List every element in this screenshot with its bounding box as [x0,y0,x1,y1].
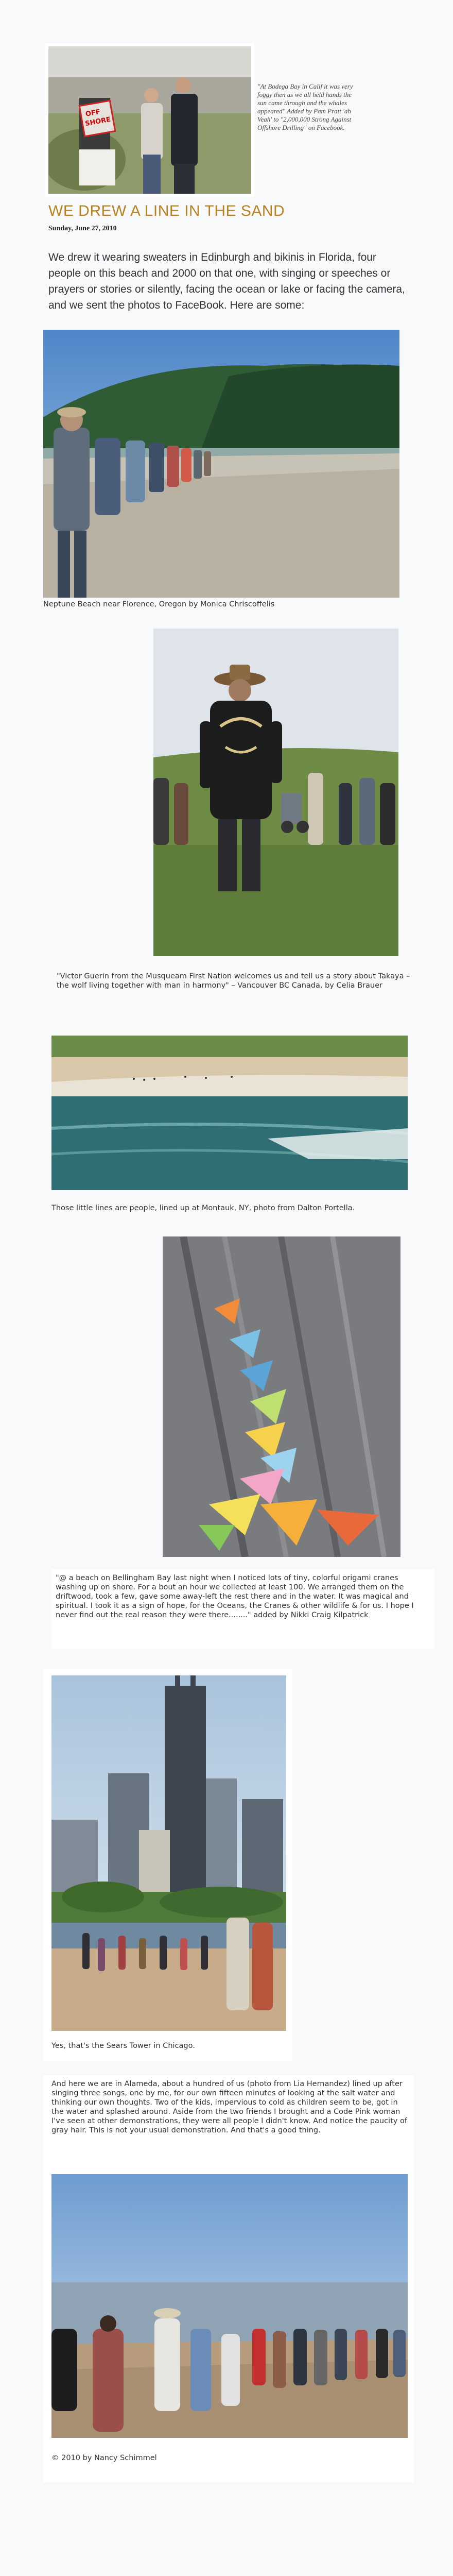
photo-alameda [51,2174,408,2438]
photo-caption: "@ a beach on Bellingham Bay last night when I noticed lots of tiny, colorful origami cranes washing up on shore. For a bout an hour we collected at least 100. We arranged them on the driftwood, took a few, gave some away-left the rest there and in the water. It was magical and spiritual. I took it as a sign of hope, for the Oceans, the Cranes & other wildlife & for us. I hope I never find out the real reason they were there........" added by Nikki Craig Kilpatrick [56,1574,414,1619]
photo-origami-cranes [163,1236,400,1557]
photo-vancouver [153,629,398,956]
photo-caption: Those little lines are people, lined up at Montauk, NY, photo from Dalton Portella. [51,1204,355,1212]
post-date: Sunday, June 27, 2010 [48,225,117,232]
photo-caption: Neptune Beach near Florence, Oregon by Monica Chriscoffelis [43,600,275,608]
header-caption: "At Bodega Bay in Calif it was very foggy then as we all held hands the sun came through and the whales appeared" Added by Pam Pratt 'ah Veah' to "2,000,000 Strong Against Offshore Drilling" on Facebook. [257,82,353,131]
post-intro: We drew it wearing sweaters in Edinburgh and bikinis in Florida, four people on this beach and 2000 on that one, with singing or speeches or prayers or stories or silently, facing the ocean or lake or facing the camera, and we sent the photos to FaceBook. Here are some: [48,251,405,311]
photo-caption: Yes, that's the Sears Tower in Chicago. [51,2042,195,2050]
photo-chicago [51,1675,286,2031]
photo-neptune-beach [43,330,399,598]
header-photo [48,46,251,194]
photo-caption: And here we are in Alameda, about a hundred of us (photo from Lia Hernandez) lined up after singing three songs, one by me, for our own fifteen minutes of looking at the salt water and thinking our own thoughts. Two of the kids, impervious to cold as children seem to be, got in the water and splashed around. Aside from the two friends I brought and a Code Pink woman I've seen at other demonstrations, they were all people I didn't know. And notice the paucity of gray hair. This is not your usual demonstration. And that's a good thing. [51,2080,407,2134]
svg-text:SHORE: SHORE [84,115,112,128]
photo-caption: "Victor Guerin from the Musqueam First Nation welcomes us and tell us a story about Takaya – the wolf living together with man in harmony" – Vancouver BC Canada, by Celia Brauer [57,972,410,990]
copyright: © 2010 by Nancy Schimmel [51,2454,157,2462]
post-title: WE DREW A LINE IN THE SAND [48,202,285,219]
photo-montauk [51,1036,408,1190]
svg-text:OFF: OFF [85,108,101,118]
